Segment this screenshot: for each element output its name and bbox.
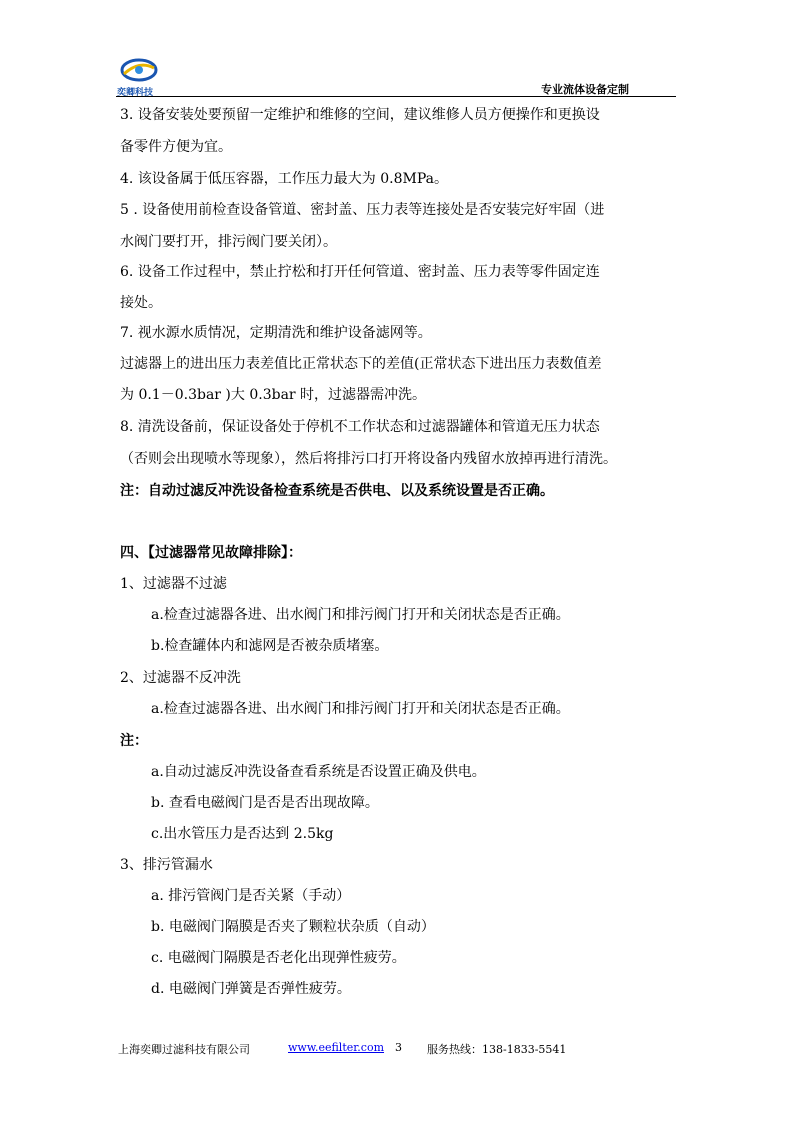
item-3-line-2: 备零件方便为宜。 bbox=[120, 139, 232, 155]
note-2-b: b. 查看电磁阀门是否是否出现故障。 bbox=[151, 795, 379, 811]
fault-1-a: a.检查过滤器各进、出水阀门和排污阀门打开和关闭状态是否正确。 bbox=[151, 607, 570, 623]
footer-page-number: 3 bbox=[395, 1041, 402, 1054]
fault-1-title: 1、过滤器不过滤 bbox=[120, 576, 227, 592]
pressure-line-2: 为 0.1－0.3bar )大 0.3bar 时，过滤器需冲洗。 bbox=[120, 387, 427, 403]
fault-3-c: c. 电磁阀门隔膜是否老化出现弹性疲劳。 bbox=[151, 950, 406, 966]
item-5-line-1: 5 . 设备使用前检查设备管道、密封盖、压力表等连接处是否安装完好牢固（进 bbox=[120, 202, 605, 218]
item-6-line-1: 6. 设备工作过程中，禁止拧松和打开任何管道、密封盖、压力表等零件固定连 bbox=[120, 264, 600, 280]
footer-hotline: 服务热线：138-1833-5541 bbox=[427, 1043, 567, 1056]
item-8-line-1: 8. 清洗设备前，保证设备处于停机不工作状态和过滤器罐体和管道无压力状态 bbox=[120, 419, 600, 435]
logo-text: 奕卿科技 bbox=[117, 88, 154, 98]
fault-3-b: b. 电磁阀门隔膜是否夹了颗粒状杂质（自动） bbox=[151, 919, 435, 935]
header-title: 专业流体设备定制 bbox=[541, 83, 629, 96]
fault-3-d: d. 电磁阀门弹簧是否弹性疲劳。 bbox=[151, 981, 351, 997]
item-6-line-2: 接处。 bbox=[120, 295, 162, 311]
footer-website-link[interactable]: www.eefilter.com bbox=[288, 1041, 385, 1054]
note-2-a: a.自动过滤反冲洗设备查看系统是否设置正确及供电。 bbox=[151, 764, 486, 780]
fault-3-a: a. 排污管阀门是否关紧（手动） bbox=[151, 888, 351, 904]
note-2-c: c.出水管压力是否达到 2.5kg bbox=[151, 826, 334, 842]
note-bold: 注：自动过滤反冲洗设备检查系统是否供电、以及系统设置是否正确。 bbox=[120, 483, 554, 499]
header-divider bbox=[116, 96, 676, 97]
footer-website-wrap bbox=[288, 1041, 384, 1054]
fault-2-title: 2、过滤器不反冲洗 bbox=[120, 670, 241, 686]
note-2-label: 注： bbox=[120, 733, 148, 749]
fault-1-b: b.检查罐体内和滤网是否被杂质堵塞。 bbox=[151, 638, 389, 654]
item-5-line-2: 水阀门要打开，排污阀门要关闭）。 bbox=[120, 234, 337, 250]
pressure-line-1: 过滤器上的进出压力表差值比正常状态下的差值(正常状态下进出压力表数值差 bbox=[120, 356, 602, 372]
item-3-line-1: 3. 设备安装处要预留一定维护和维修的空间，建议维修人员方便操作和更换设 bbox=[120, 107, 600, 123]
section-4-title: 四、【过滤器常见故障排除】： bbox=[120, 545, 302, 561]
item-7: 7. 视水源水质情况，定期清洗和维护设备滤网等。 bbox=[120, 325, 432, 341]
fault-2-a: a.检查过滤器各进、出水阀门和排污阀门打开和关闭状态是否正确。 bbox=[151, 701, 570, 717]
item-8-line-2: （否则会出现喷水等现象），然后将排污口打开将设备内残留水放掉再进行清洗。 bbox=[120, 451, 617, 467]
fault-3-title: 3、排污管漏水 bbox=[120, 857, 213, 873]
footer-company: 上海奕卿过滤科技有限公司 bbox=[118, 1043, 250, 1056]
item-4: 4. 该设备属于低压容器，工作压力最大为 0.8MPa。 bbox=[120, 171, 448, 187]
